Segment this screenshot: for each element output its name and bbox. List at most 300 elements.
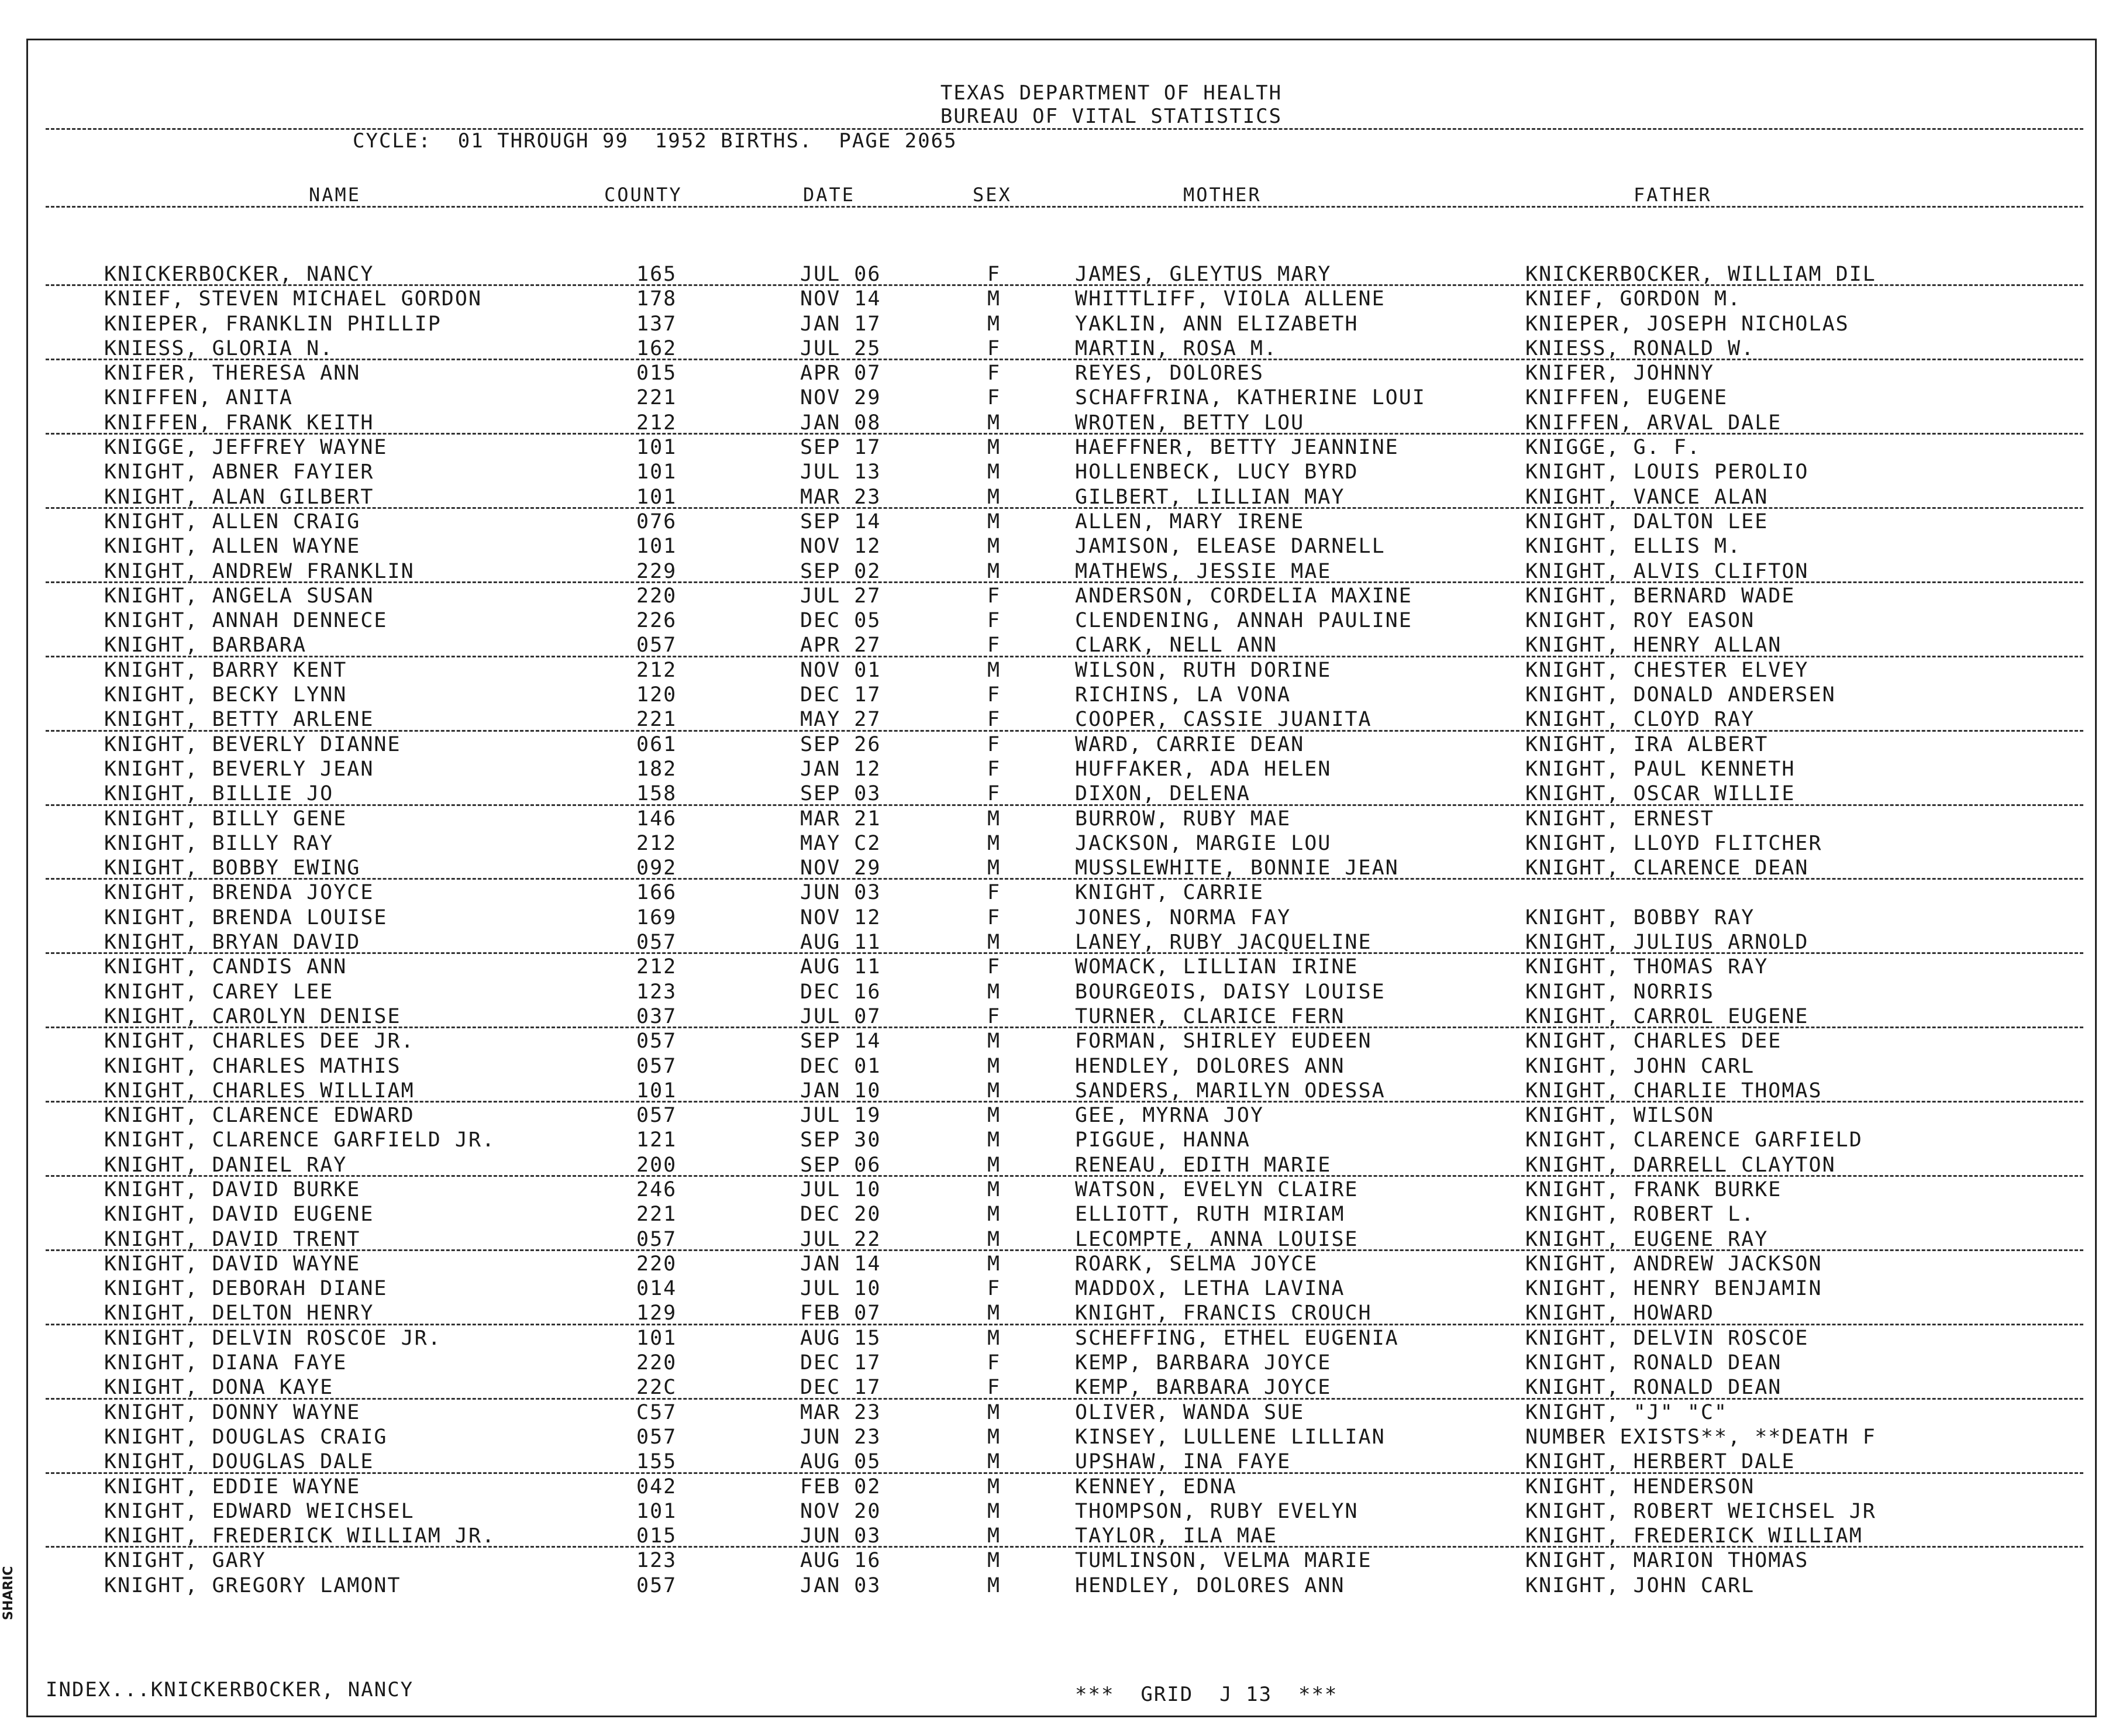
cell-mother: HENDLEY, DOLORES ANN: [1075, 1573, 1345, 1597]
cell-county: 226: [636, 609, 677, 633]
cell-date: SEP 02: [800, 559, 881, 583]
header-department: TEXAS DEPARTMENT OF HEALTH: [940, 81, 1283, 105]
cell-name: KNIGHT, ANNAH DENNECE: [104, 609, 388, 633]
cell-sex: M: [987, 1326, 1001, 1350]
cell-mother: DIXON, DELENA: [1075, 782, 1250, 806]
cell-father: KNIEPER, JOSEPH NICHOLAS: [1525, 312, 1849, 336]
cell-county: C57: [636, 1400, 677, 1424]
cell-date: NOV 12: [800, 905, 881, 929]
cell-sex: M: [987, 312, 1001, 336]
cell-date: JUL 13: [800, 460, 881, 484]
cell-sex: M: [987, 559, 1001, 583]
cell-mother: TUMLINSON, VELMA MARIE: [1075, 1549, 1372, 1573]
cell-mother: THOMPSON, RUBY EVELYN: [1075, 1499, 1359, 1523]
cell-county: 015: [636, 1524, 677, 1548]
col-father: FATHER: [1634, 184, 1712, 206]
cell-sex: M: [987, 931, 1001, 955]
cell-name: KNIGHT, DAVID WAYNE: [104, 1252, 361, 1276]
cell-name: KNIGHT, BARRY KENT: [104, 658, 347, 682]
table-row: [28, 436, 2095, 460]
table-row: [28, 1055, 2095, 1079]
cell-name: KNIGHT, DAVID EUGENE: [104, 1203, 374, 1227]
cell-county: 101: [636, 460, 677, 484]
cell-county: 178: [636, 287, 677, 311]
cell-mother: WROTEN, BETTY LOU: [1075, 411, 1305, 435]
cell-father: KNIGHT, RONALD DEAN: [1525, 1351, 1782, 1375]
cell-date: JUL 25: [800, 336, 881, 360]
cell-sex: F: [987, 881, 1001, 905]
cell-mother: JAMES, GLEYTUS MARY: [1075, 263, 1332, 286]
cell-date: JUL 06: [800, 263, 881, 286]
cell-county: 101: [636, 1499, 677, 1523]
cell-sex: M: [987, 856, 1001, 880]
table-row: [28, 1178, 2095, 1203]
cell-county: 121: [636, 1128, 677, 1152]
cell-name: KNIGHT, DIANA FAYE: [104, 1351, 347, 1375]
cell-date: NOV 29: [800, 856, 881, 880]
document-page: [26, 39, 2097, 1717]
cell-date: AUG 11: [800, 931, 881, 955]
col-name: NAME: [309, 184, 361, 206]
cell-mother: FORMAN, SHIRLEY EUDEEN: [1075, 1029, 1372, 1053]
cell-date: MAR 23: [800, 1400, 881, 1424]
cell-mother: MUSSLEWHITE, BONNIE JEAN: [1075, 856, 1399, 880]
cell-name: KNIGGE, JEFFREY WAYNE: [104, 436, 388, 460]
table-row: [28, 733, 2095, 757]
cell-sex: F: [987, 1277, 1001, 1301]
cell-mother: SCHEFFING, ETHEL EUGENIA: [1075, 1326, 1399, 1350]
table-row: [28, 1327, 2095, 1351]
cell-name: KNIGHT, BRENDA JOYCE: [104, 881, 374, 905]
cell-father: KNIGHT, ROY EASON: [1525, 609, 1755, 633]
cell-county: 061: [636, 732, 677, 756]
cell-date: NOV 29: [800, 386, 881, 410]
cell-father: KNICKERBOCKER, WILLIAM DIL: [1525, 263, 1876, 286]
cell-date: NOV 01: [800, 658, 881, 682]
table-row: [28, 1277, 2095, 1301]
cell-mother: WILSON, RUTH DORINE: [1075, 658, 1332, 682]
cell-father: KNIGHT, BERNARD WADE: [1525, 584, 1796, 608]
cell-date: MAR 21: [800, 807, 881, 831]
table-row: [28, 1425, 2095, 1450]
cell-sex: F: [987, 683, 1001, 707]
cell-date: SEP 14: [800, 1029, 881, 1053]
cell-father: KNIGHT, RONALD DEAN: [1525, 1376, 1782, 1400]
cell-sex: M: [987, 1400, 1001, 1424]
cell-date: DEC 01: [800, 1054, 881, 1078]
cell-sex: F: [987, 782, 1001, 806]
cell-date: SEP 30: [800, 1128, 881, 1152]
cell-sex: M: [987, 287, 1001, 311]
cell-name: KNIGHT, ABNER FAYIER: [104, 460, 374, 484]
cell-mother: GEE, MYRNA JOY: [1075, 1104, 1264, 1128]
table-row: [28, 510, 2095, 535]
cell-county: 212: [636, 411, 677, 435]
cell-father: KNIGHT, LLOYD FLITCHER: [1525, 831, 1822, 855]
records-list: [28, 263, 2095, 1599]
cell-sex: M: [987, 509, 1001, 533]
cell-sex: M: [987, 831, 1001, 855]
table-row: [28, 1524, 2095, 1549]
cell-county: 076: [636, 509, 677, 533]
cell-name: KNIGHT, ANDREW FRANKLIN: [104, 559, 415, 583]
cell-county: 057: [636, 633, 677, 657]
cell-name: KNIGHT, GREGORY LAMONT: [104, 1573, 401, 1597]
cell-name: KNIGHT, CHARLES MATHIS: [104, 1054, 401, 1078]
cell-county: 221: [636, 708, 677, 732]
cell-date: JAN 08: [800, 411, 881, 435]
cell-mother: KEMP, BARBARA JOYCE: [1075, 1376, 1332, 1400]
cell-date: JUN 03: [800, 881, 881, 905]
cell-father: KNIGHT, JULIUS ARNOLD: [1525, 931, 1809, 955]
table-row: [28, 782, 2095, 807]
table-row: [28, 1401, 2095, 1425]
cell-mother: JACKSON, MARGIE LOU: [1075, 831, 1332, 855]
cell-father: KNIGHT, HENRY BENJAMIN: [1525, 1277, 1822, 1301]
cell-county: 057: [636, 1227, 677, 1251]
cell-mother: ROARK, SELMA JOYCE: [1075, 1252, 1318, 1276]
cell-county: 212: [636, 658, 677, 682]
cell-sex: M: [987, 1227, 1001, 1251]
table-row: [28, 312, 2095, 337]
cell-date: JAN 03: [800, 1573, 881, 1597]
cell-father: KNIGHT, "J" "C": [1525, 1400, 1728, 1424]
cell-name: KNIGHT, BECKY LYNN: [104, 683, 347, 707]
cell-county: 229: [636, 559, 677, 583]
cell-mother: CLARK, NELL ANN: [1075, 633, 1278, 657]
cell-county: 246: [636, 1177, 677, 1201]
cell-mother: SANDERS, MARILYN ODESSA: [1075, 1079, 1386, 1103]
cell-father: KNIGGE, G. F.: [1525, 436, 1701, 460]
cell-date: JUL 19: [800, 1104, 881, 1128]
cell-mother: RENEAU, EDITH MARIE: [1075, 1153, 1332, 1177]
cell-mother: COOPER, CASSIE JUANITA: [1075, 708, 1372, 732]
cell-father: KNIGHT, ROBERT L.: [1525, 1203, 1755, 1227]
cell-county: 200: [636, 1153, 677, 1177]
cell-sex: M: [987, 1079, 1001, 1103]
cell-father: KNIGHT, CARROL EUGENE: [1525, 1004, 1809, 1028]
table-row: [28, 955, 2095, 980]
column-header-rule: [46, 206, 2083, 208]
cell-name: KNIGHT, DEBORAH DIANE: [104, 1277, 388, 1301]
cell-sex: M: [987, 485, 1001, 509]
cell-date: DEC 17: [800, 683, 881, 707]
cell-county: 155: [636, 1450, 677, 1474]
cell-mother: HAEFFNER, BETTY JEANNINE: [1075, 436, 1399, 460]
cell-name: KNIGHT, DAVID BURKE: [104, 1177, 361, 1201]
cell-father: KNIGHT, FRANK BURKE: [1525, 1177, 1782, 1201]
cell-date: AUG 16: [800, 1549, 881, 1573]
cell-name: KNIGHT, DELVIN ROSCOE JR.: [104, 1326, 442, 1350]
cell-county: 092: [636, 856, 677, 880]
cell-date: NOV 14: [800, 287, 881, 311]
cell-date: SEP 26: [800, 732, 881, 756]
cell-county: 101: [636, 1326, 677, 1350]
cell-date: SEP 17: [800, 436, 881, 460]
cell-date: DEC 05: [800, 609, 881, 633]
cell-name: KNIGHT, CAROLYN DENISE: [104, 1004, 401, 1028]
cell-name: KNIGHT, DONNY WAYNE: [104, 1400, 361, 1424]
cell-mother: LANEY, RUBY JACQUELINE: [1075, 931, 1372, 955]
table-row: [28, 1203, 2095, 1227]
table-row: [28, 683, 2095, 708]
table-row: [28, 832, 2095, 856]
cell-sex: M: [987, 1054, 1001, 1078]
table-row: [28, 906, 2095, 931]
table-row: [28, 361, 2095, 386]
header-bureau: BUREAU OF VITAL STATISTICS: [940, 105, 1283, 128]
cell-name: KNIGHT, DOUGLAS CRAIG: [104, 1425, 388, 1449]
cell-mother: WHITTLIFF, VIOLA ALLENE: [1075, 287, 1386, 311]
cell-date: AUG 15: [800, 1326, 881, 1350]
table-row: [28, 1252, 2095, 1277]
cell-sex: F: [987, 1004, 1001, 1028]
cell-sex: M: [987, 1524, 1001, 1548]
side-mark: SHARIC: [1, 1566, 16, 1620]
cell-mother: GILBERT, LILLIAN MAY: [1075, 485, 1345, 509]
cell-sex: M: [987, 436, 1001, 460]
cell-county: 165: [636, 263, 677, 286]
cell-sex: M: [987, 1252, 1001, 1276]
cell-county: 042: [636, 1475, 677, 1499]
cell-father: KNIGHT, PAUL KENNETH: [1525, 757, 1796, 781]
cell-father: KNIGHT, CLARENCE DEAN: [1525, 856, 1809, 880]
cell-date: DEC 20: [800, 1203, 881, 1227]
cell-name: KNIGHT, ALAN GILBERT: [104, 485, 374, 509]
cell-county: 101: [636, 535, 677, 559]
cell-county: 057: [636, 1029, 677, 1053]
cell-name: KNIGHT, BOBBY EWING: [104, 856, 361, 880]
cell-date: JAN 10: [800, 1079, 881, 1103]
cell-mother: YAKLIN, ANN ELIZABETH: [1075, 312, 1359, 336]
cell-father: KNIGHT, CLOYD RAY: [1525, 708, 1755, 732]
cell-father: KNIGHT, ROBERT WEICHSEL JR: [1525, 1499, 1876, 1523]
cell-name: KNIGHT, EDDIE WAYNE: [104, 1475, 361, 1499]
cell-father: KNIGHT, DELVIN ROSCOE: [1525, 1326, 1809, 1350]
cell-county: 146: [636, 807, 677, 831]
cell-sex: M: [987, 1499, 1001, 1523]
cell-father: KNIGHT, FREDERICK WILLIAM: [1525, 1524, 1863, 1548]
cell-name: KNIGHT, BEVERLY DIANNE: [104, 732, 401, 756]
cell-name: KNIGHT, DAVID TRENT: [104, 1227, 361, 1251]
cell-father: KNIFFEN, ARVAL DALE: [1525, 411, 1782, 435]
cell-sex: M: [987, 1425, 1001, 1449]
cell-father: KNIGHT, BOBBY RAY: [1525, 905, 1755, 929]
cell-father: KNIGHT, IRA ALBERT: [1525, 732, 1769, 756]
cell-father: KNIGHT, JOHN CARL: [1525, 1054, 1755, 1078]
cell-county: 166: [636, 881, 677, 905]
index-footer: INDEX...KNICKERBOCKER, NANCY: [46, 1678, 414, 1701]
cell-name: KNIFFEN, ANITA: [104, 386, 294, 410]
col-mother: MOTHER: [1183, 184, 1262, 206]
cell-date: JUL 22: [800, 1227, 881, 1251]
cell-date: APR 07: [800, 361, 881, 385]
cell-father: KNIGHT, NORRIS: [1525, 980, 1715, 1004]
cell-date: JAN 12: [800, 757, 881, 781]
cell-name: KNIGHT, BRENDA LOUISE: [104, 905, 388, 929]
cell-county: 22C: [636, 1376, 677, 1400]
cell-county: 221: [636, 386, 677, 410]
cell-sex: F: [987, 955, 1001, 979]
cell-date: MAR 23: [800, 485, 881, 509]
cell-date: MAY C2: [800, 831, 881, 855]
cell-father: KNIFFEN, EUGENE: [1525, 386, 1728, 410]
cell-date: JUL 27: [800, 584, 881, 608]
cell-county: 221: [636, 1203, 677, 1227]
cell-father: KNIGHT, ELLIS M.: [1525, 535, 1742, 559]
table-row: [28, 1029, 2095, 1054]
cell-sex: M: [987, 1153, 1001, 1177]
table-row: [28, 807, 2095, 832]
cell-date: JUL 10: [800, 1277, 881, 1301]
cell-county: 015: [636, 361, 677, 385]
table-row: [28, 1475, 2095, 1500]
cell-mother: LECOMPTE, ANNA LOUISE: [1075, 1227, 1359, 1251]
table-row: [28, 460, 2095, 485]
cell-mother: REYES, DOLORES: [1075, 361, 1264, 385]
cell-sex: M: [987, 658, 1001, 682]
cell-mother: BURROW, RUBY MAE: [1075, 807, 1291, 831]
cell-date: FEB 02: [800, 1475, 881, 1499]
header-rule: [46, 128, 2083, 130]
cell-mother: SCHAFFRINA, KATHERINE LOUI: [1075, 386, 1426, 410]
cell-father: KNIGHT, HOWARD: [1525, 1301, 1715, 1325]
cell-name: KNIGHT, DELTON HENRY: [104, 1301, 374, 1325]
cell-county: 162: [636, 336, 677, 360]
cell-county: 101: [636, 436, 677, 460]
cell-sex: F: [987, 361, 1001, 385]
grid-footer: *** GRID J 13 ***: [1075, 1683, 1338, 1706]
cell-sex: F: [987, 1376, 1001, 1400]
cell-name: KNIGHT, BILLY RAY: [104, 831, 334, 855]
cell-name: KNIGHT, CANDIS ANN: [104, 955, 347, 979]
cell-name: KNIGHT, CAREY LEE: [104, 980, 334, 1004]
table-row: [28, 1005, 2095, 1029]
cell-mother: HENDLEY, DOLORES ANN: [1075, 1054, 1345, 1078]
cell-date: JAN 17: [800, 312, 881, 336]
cell-father: KNIGHT, ALVIS CLIFTON: [1525, 559, 1809, 583]
cell-name: KNIEPER, FRANKLIN PHILLIP: [104, 312, 442, 336]
cell-county: 212: [636, 955, 677, 979]
cell-date: JAN 14: [800, 1252, 881, 1276]
cell-sex: M: [987, 980, 1001, 1004]
cell-date: SEP 03: [800, 782, 881, 806]
cell-mother: OLIVER, WANDA SUE: [1075, 1400, 1305, 1424]
cell-county: 101: [636, 485, 677, 509]
cell-name: KNIGHT, CHARLES WILLIAM: [104, 1079, 415, 1103]
cell-mother: UPSHAW, INA FAYE: [1075, 1450, 1291, 1474]
cell-sex: F: [987, 905, 1001, 929]
table-row: [28, 411, 2095, 436]
cell-sex: M: [987, 1128, 1001, 1152]
cell-mother: TAYLOR, ILA MAE: [1075, 1524, 1278, 1548]
table-row: [28, 757, 2095, 782]
cell-county: 182: [636, 757, 677, 781]
cell-mother: MADDOX, LETHA LAVINA: [1075, 1277, 1345, 1301]
cell-county: 037: [636, 1004, 677, 1028]
cell-county: 057: [636, 1104, 677, 1128]
cell-sex: F: [987, 732, 1001, 756]
cell-mother: HOLLENBECK, LUCY BYRD: [1075, 460, 1359, 484]
cell-mother: BOURGEOIS, DAISY LOUISE: [1075, 980, 1386, 1004]
cell-sex: F: [987, 263, 1001, 286]
cell-county: 120: [636, 683, 677, 707]
cell-county: 057: [636, 931, 677, 955]
table-row: [28, 386, 2095, 411]
cell-sex: M: [987, 1203, 1001, 1227]
cell-father: KNIGHT, HERBERT DALE: [1525, 1450, 1796, 1474]
cell-name: KNIFFEN, FRANK KEITH: [104, 411, 374, 435]
cell-sex: M: [987, 1549, 1001, 1573]
cell-county: 123: [636, 980, 677, 1004]
cell-name: KNIGHT, GARY: [104, 1549, 266, 1573]
table-row: [28, 856, 2095, 881]
cell-father: KNIGHT, DALTON LEE: [1525, 509, 1769, 533]
cell-father: KNIESS, RONALD W.: [1525, 336, 1755, 360]
cell-date: AUG 05: [800, 1450, 881, 1474]
cell-county: 169: [636, 905, 677, 929]
cell-name: KNIGHT, CHARLES DEE JR.: [104, 1029, 415, 1053]
table-row: [28, 1301, 2095, 1326]
cell-date: SEP 14: [800, 509, 881, 533]
table-row: [28, 1079, 2095, 1104]
table-row: [28, 337, 2095, 361]
cell-father: KNIGHT, HENRY ALLAN: [1525, 633, 1782, 657]
cell-name: KNIFER, THERESA ANN: [104, 361, 361, 385]
cell-sex: F: [987, 584, 1001, 608]
cell-sex: M: [987, 1104, 1001, 1128]
cell-sex: F: [987, 609, 1001, 633]
cell-name: KNIGHT, DANIEL RAY: [104, 1153, 347, 1177]
cell-father: KNIGHT, CHESTER ELVEY: [1525, 658, 1809, 682]
table-row: [28, 1574, 2095, 1599]
cell-father: KNIGHT, DONALD ANDERSEN: [1525, 683, 1836, 707]
cell-mother: KEMP, BARBARA JOYCE: [1075, 1351, 1332, 1375]
table-row: [28, 1450, 2095, 1475]
cell-date: SEP 06: [800, 1153, 881, 1177]
cell-father: KNIGHT, ANDREW JACKSON: [1525, 1252, 1822, 1276]
cell-name: KNIGHT, BEVERLY JEAN: [104, 757, 374, 781]
cell-name: KNIGHT, CLARENCE EDWARD: [104, 1104, 415, 1128]
cell-name: KNIEF, STEVEN MICHAEL GORDON: [104, 287, 483, 311]
cell-father: KNIEF, GORDON M.: [1525, 287, 1742, 311]
cell-father: KNIFER, JOHNNY: [1525, 361, 1715, 385]
cell-father: KNIGHT, CLARENCE GARFIELD: [1525, 1128, 1863, 1152]
table-row: [28, 931, 2095, 955]
cell-name: KNIGHT, ANGELA SUSAN: [104, 584, 374, 608]
cell-date: FEB 07: [800, 1301, 881, 1325]
cell-sex: M: [987, 535, 1001, 559]
cell-county: 129: [636, 1301, 677, 1325]
cell-sex: F: [987, 633, 1001, 657]
cell-mother: KENNEY, EDNA: [1075, 1475, 1237, 1499]
table-row: [28, 881, 2095, 905]
cell-sex: F: [987, 708, 1001, 732]
col-sex: SEX: [973, 184, 1012, 206]
cell-name: KNIGHT, DONA KAYE: [104, 1376, 334, 1400]
cell-name: KNIGHT, BETTY ARLENE: [104, 708, 374, 732]
cell-sex: M: [987, 411, 1001, 435]
cell-father: KNIGHT, MARION THOMAS: [1525, 1549, 1809, 1573]
table-row: [28, 535, 2095, 559]
cell-father: KNIGHT, LOUIS PEROLIO: [1525, 460, 1809, 484]
table-row: [28, 1228, 2095, 1252]
cell-sex: M: [987, 1573, 1001, 1597]
cell-date: DEC 17: [800, 1351, 881, 1375]
cell-sex: F: [987, 757, 1001, 781]
cell-sex: M: [987, 1450, 1001, 1474]
cell-date: JUL 07: [800, 1004, 881, 1028]
